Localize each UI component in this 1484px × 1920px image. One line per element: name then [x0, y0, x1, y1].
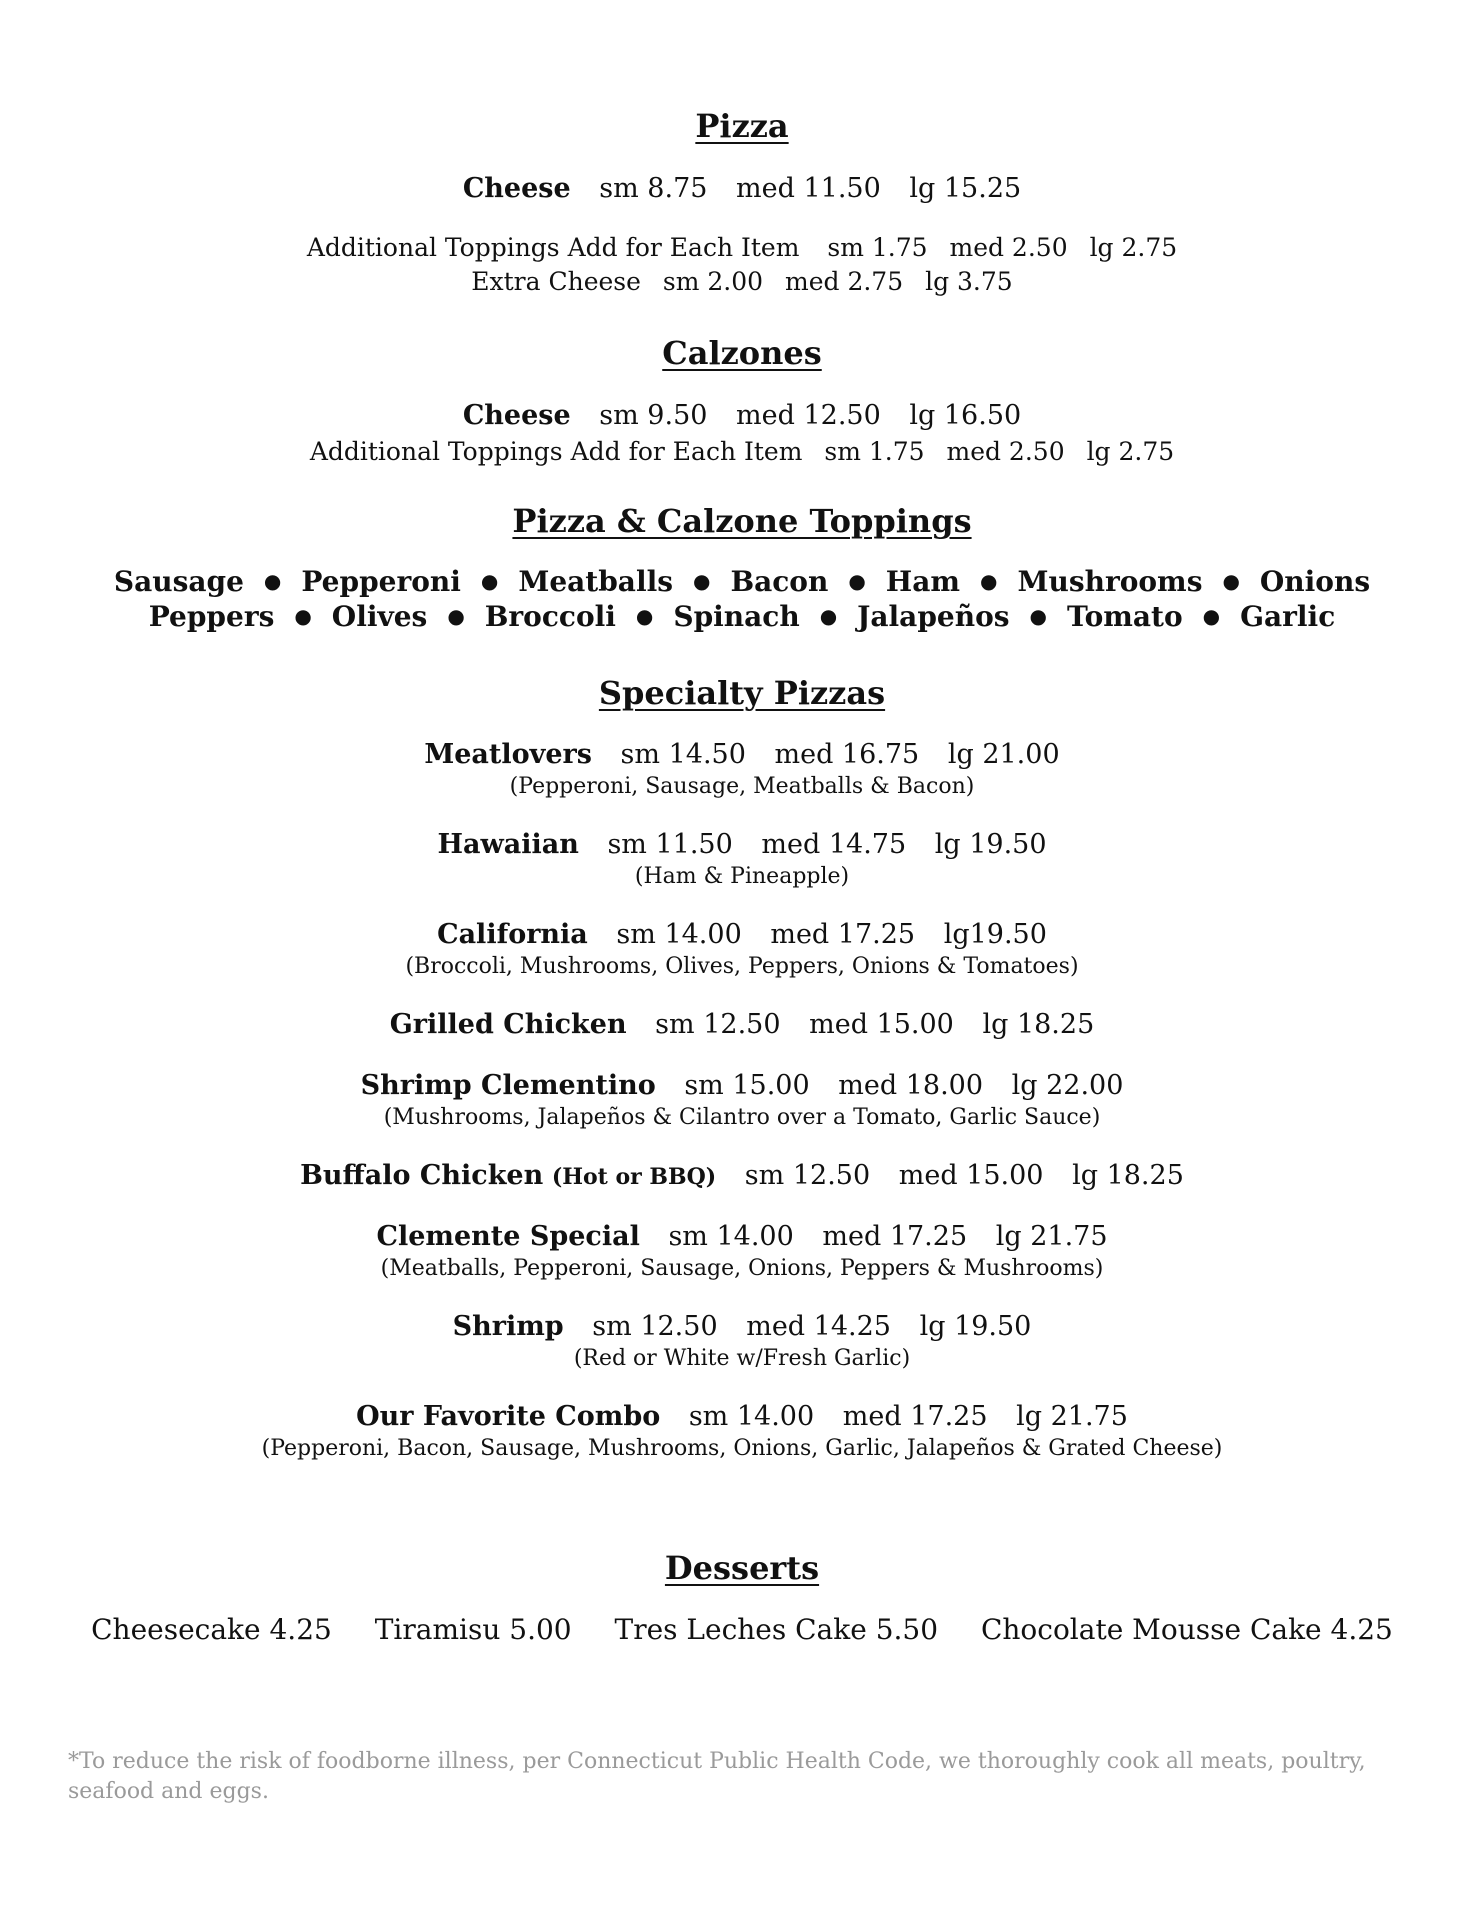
price-med: med 2.50 — [946, 437, 1065, 466]
price-sm: sm 1.75 — [824, 437, 925, 466]
specialty-heading: Specialty Pizzas — [598, 674, 886, 712]
topping: Sausage — [113, 565, 244, 598]
toppings-label: Additional Toppings Add for Each Item — [309, 437, 803, 466]
topping: Mushrooms — [1017, 565, 1203, 598]
specialty-item — [0, 917, 1484, 953]
bullet-icon: ● — [263, 569, 282, 593]
topping: Onions — [1259, 565, 1371, 598]
item-description: (Broccoli, Mushrooms, Olives, Peppers, Onions & Tomatoes) — [405, 954, 1079, 979]
pizza-heading: Pizza — [695, 107, 789, 145]
desserts-line — [0, 1612, 1484, 1648]
bullet-icon: ● — [480, 569, 499, 593]
calzones-toppings-line — [0, 434, 1484, 470]
bullet-icon: ● — [635, 604, 654, 628]
topping: Pepperoni — [301, 565, 461, 598]
topping: Garlic — [1240, 600, 1336, 633]
price-med: med 15.00 — [809, 1009, 954, 1040]
specialty-item — [0, 1399, 1484, 1435]
calzones-heading: Calzones — [662, 334, 822, 372]
price-sm: sm 9.50 — [599, 400, 708, 431]
price-med: med 14.75 — [761, 829, 907, 860]
price-lg: lg19.50 — [943, 919, 1047, 950]
item-name: California — [437, 919, 588, 950]
price-sm: sm 14.50 — [620, 739, 746, 770]
price-sm: sm 14.00 — [616, 919, 742, 950]
item-name: Clemente Special — [376, 1221, 640, 1252]
topping: Olives — [331, 600, 428, 633]
bullet-icon: ● — [294, 604, 312, 628]
item-name: Our Favorite Combo — [356, 1401, 661, 1432]
price-lg: lg 16.50 — [909, 400, 1022, 431]
item-description: (Mushrooms, Jalapeños & Cilantro over a Tomato, Garlic Sauce) — [383, 1105, 1101, 1130]
topping: Tomato — [1066, 600, 1183, 633]
price-med: med 11.50 — [736, 173, 881, 204]
price-lg: lg 18.25 — [1072, 1160, 1184, 1191]
price-med: med 2.50 — [949, 233, 1068, 262]
desserts-heading: Desserts — [664, 1549, 820, 1587]
price-med: med 16.75 — [774, 739, 920, 770]
pizza-toppings-line — [0, 230, 1484, 266]
item-name: Meatlovers — [424, 739, 592, 770]
price-med: med 17.25 — [770, 919, 916, 950]
price-sm: sm 12.50 — [655, 1009, 781, 1040]
item-name: Cheese — [462, 173, 571, 204]
price-sm: sm 11.50 — [607, 829, 733, 860]
price-sm: sm 12.50 — [744, 1160, 871, 1191]
item-name: Shrimp Clementino — [360, 1070, 656, 1101]
item-name: Shrimp — [452, 1311, 564, 1342]
price-sm: sm 14.00 — [668, 1221, 794, 1252]
bullet-icon: ● — [980, 569, 998, 593]
item-name: Hawaiian — [437, 829, 579, 860]
price-lg: lg 21.00 — [947, 739, 1060, 770]
item-name: Buffalo Chicken — [300, 1160, 544, 1191]
topping: Bacon — [730, 565, 829, 598]
topping: Spinach — [673, 600, 800, 633]
price-lg: lg 21.75 — [995, 1221, 1108, 1252]
bullet-icon: ● — [1029, 604, 1047, 628]
dessert-item: Tiramisu 5.00 — [374, 1613, 572, 1646]
price-med: med 18.00 — [838, 1070, 984, 1101]
pizza-extra-cheese-line — [0, 264, 1484, 300]
item-name: Cheese — [462, 400, 571, 431]
toppings-row-1 — [0, 563, 1484, 600]
toppings-row-2 — [0, 598, 1484, 635]
calzones-cheese-line — [0, 398, 1484, 434]
price-sm: sm 8.75 — [599, 173, 708, 204]
specialty-item — [0, 1309, 1484, 1345]
price-lg: lg 18.25 — [982, 1009, 1095, 1040]
specialty-item — [0, 1007, 1484, 1043]
price-lg: lg 22.00 — [1011, 1070, 1124, 1101]
price-lg: lg 19.50 — [919, 1311, 1032, 1342]
topping: Ham — [885, 565, 961, 598]
bullet-icon: ● — [693, 569, 711, 593]
specialty-item — [0, 1068, 1484, 1104]
bullet-icon: ● — [447, 604, 465, 628]
price-sm: sm 12.50 — [592, 1311, 718, 1342]
dessert-item: Cheesecake 4.25 — [91, 1613, 332, 1646]
topping: Peppers — [148, 600, 275, 633]
health-code-notice: *To reduce the risk of foodborne illness, per Connecticut Public Health Code, we thoroughly cook all meats, poultry, seafood and eggs. — [68, 1749, 1366, 1804]
price-med: med 14.25 — [746, 1311, 891, 1342]
price-lg: lg 15.25 — [909, 173, 1022, 204]
toppings-heading: Pizza & Calzone Toppings — [512, 502, 972, 540]
item-description: (Pepperoni, Bacon, Sausage, Mushrooms, Onions, Garlic, Jalapeños & Grated Cheese) — [261, 1436, 1223, 1461]
bullet-icon: ● — [1222, 569, 1240, 593]
price-med: med 2.75 — [785, 267, 904, 296]
toppings-label: Additional Toppings Add for Each Item — [306, 233, 800, 262]
extra-cheese-label: Extra Cheese — [471, 267, 641, 296]
price-med: med 17.25 — [842, 1401, 988, 1432]
specialty-item — [0, 827, 1484, 863]
dessert-item: Chocolate Mousse Cake 4.25 — [980, 1613, 1393, 1646]
dessert-item: Tres Leches Cake 5.50 — [614, 1613, 939, 1646]
price-sm: sm 14.00 — [688, 1401, 815, 1432]
topping: Broccoli — [484, 600, 616, 633]
item-description: (Meatballs, Pepperoni, Sausage, Onions, Peppers & Mushrooms) — [380, 1256, 1104, 1281]
topping: Meatballs — [518, 565, 673, 598]
item-description: (Ham & Pineapple) — [634, 864, 850, 889]
item-name: Grilled Chicken — [389, 1009, 627, 1040]
item-description: (Pepperoni, Sausage, Meatballs & Bacon) — [509, 774, 975, 799]
price-med: med 12.50 — [736, 400, 881, 431]
price-lg: lg 3.75 — [925, 267, 1013, 296]
bullet-icon: ● — [1202, 604, 1221, 628]
specialty-item — [0, 1219, 1484, 1255]
pizza-cheese-line — [0, 171, 1484, 207]
price-med: med 17.25 — [822, 1221, 968, 1252]
specialty-item — [0, 1158, 1484, 1195]
bullet-icon: ● — [819, 604, 838, 628]
item-description: (Red or White w/Fresh Garlic) — [573, 1346, 911, 1371]
price-lg: lg 2.75 — [1089, 233, 1178, 262]
price-sm: sm 2.00 — [662, 267, 764, 296]
price-sm: sm 15.00 — [684, 1070, 810, 1101]
price-lg: lg 19.50 — [934, 829, 1047, 860]
item-note: (Hot or BBQ) — [551, 1164, 717, 1190]
price-sm: sm 1.75 — [827, 233, 928, 262]
price-lg: lg 2.75 — [1086, 437, 1175, 466]
specialty-item — [0, 737, 1484, 773]
price-med: med 15.00 — [898, 1160, 1044, 1191]
bullet-icon: ● — [848, 569, 866, 593]
price-lg: lg 21.75 — [1016, 1401, 1128, 1432]
topping: Jalapeños — [857, 600, 1010, 633]
